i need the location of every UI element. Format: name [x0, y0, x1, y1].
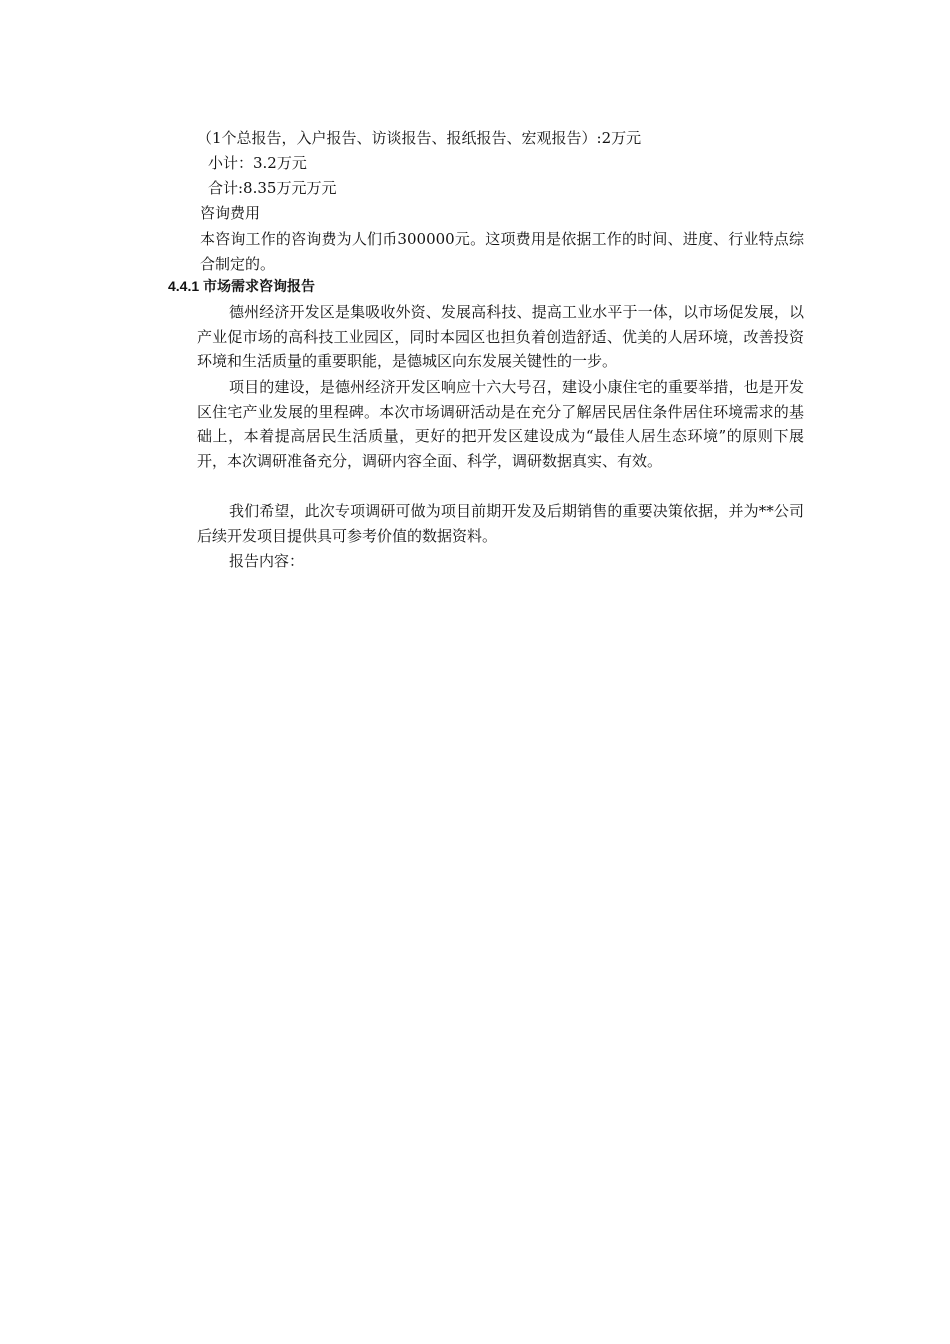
total-line: 合计:8.35万元万元	[208, 179, 337, 197]
paragraph-report-content: 报告内容：	[229, 552, 305, 570]
consulting-fee-text: 本咨询工作的咨询费为人们币300000元。这项费用是依据工作的时间、进度、行业特点综合制定的。	[200, 230, 804, 273]
section-heading: 4.4.1 市场需求咨询报告	[168, 278, 316, 294]
consulting-fee-title: 咨询费用	[200, 204, 261, 222]
paragraph-intro: 德州经济开发区是集吸收外资、发展高科技、提高工业水平于一体，以市场促发展，以产业促市场的高科技工业园区，同时本园区也担负着创造舒适、优美的人居环境，改善投资环境和生活质量的重要职能，是德城区向东发展关键性的一步。	[197, 303, 804, 370]
paragraph-hope: 我们希望，此次专项调研可做为项目前期开发及后期销售的重要决策依据，并为**公司后续开发项目提供具可参考价值的数据资料。	[197, 502, 804, 545]
paragraph-project: 项目的建设，是德州经济开发区响应十六大号召，建设小康住宅的重要举措，也是开发区住宅产业发展的里程碑。本次市场调研活动是在充分了解居民居住条件居住环境需求的基础上，本着提高居民生活质量，更好的把开发区建设成为“最佳人居生态环境”的原则下展开，本次调研准备充分，调研内容全面、科学，调研数据真实、有效。	[197, 378, 804, 470]
report-fee-line: （1个总报告，入户报告、访谈报告、报纸报告、宏观报告）:2万元	[197, 129, 642, 147]
subtotal-line: 小计：3.2万元	[208, 154, 307, 172]
